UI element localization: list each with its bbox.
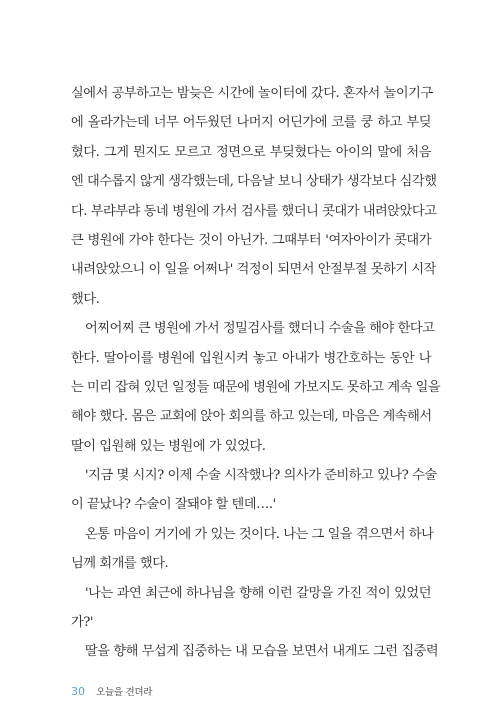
text-line: 는 미리 잡혀 있던 일정들 때문에 병원에 가보지도 못하고 계속 일을	[71, 379, 441, 395]
running-title: 오늘을 견뎌라	[96, 687, 153, 698]
text-line: 한다. 딸아이를 병원에 입원시켜 놓고 아내가 병간호하는 동안 나	[71, 350, 431, 366]
text-line: 님께 회개를 했다.	[71, 556, 169, 572]
text-line: 큰 병원에 가야 한다는 것이 아닌가. 그때부터 '여자아이가 콧대가	[71, 232, 431, 248]
text-line: 에 올라가는데 너무 어두웠던 나머지 어딘가에 코를 쿵 하고 부딪	[71, 115, 431, 131]
page-footer	[71, 680, 152, 699]
text-line: '나는 과연 최근에 하나님을 향해 이런 갈망을 가진 적이 있었던	[85, 585, 431, 601]
page-number: 30	[71, 685, 85, 698]
text-line: 어찌어찌 큰 병원에 가서 정밀검사를 했더니 수술을 해야 한다고	[85, 321, 435, 337]
text-line: 엔 대수롭지 않게 생각했는데, 다음날 보니 상태가 생각보다 심각했	[71, 174, 437, 190]
text-line: 가?'	[71, 615, 94, 631]
text-line: 이 끝났나? 수술이 잘돼야 할 텐데….'	[71, 497, 276, 513]
text-line: 온통 마음이 거기에 가 있는 것이다. 나는 그 일을 겪으면서 하나	[85, 526, 434, 542]
text-line: 실에서 공부하고는 밤늦은 시간에 놀이터에 갔다. 혼자서 놀이기구	[71, 86, 433, 101]
text-line: 해야 했다. 몸은 교회에 앉아 회의를 하고 있는데, 마음은 계속해서	[71, 409, 432, 425]
text-line: 내려앉았으니 이 일을 어쩌나' 걱정이 되면서 안절부절 못하기 시작	[71, 262, 436, 278]
text-line: 했다.	[71, 291, 100, 307]
text-line: 딸을 향해 무섭게 집중하는 내 모습을 보면서 내게도 그런 집중력	[85, 644, 439, 660]
text-line: '지금 몇 시지? 이제 수술 시작했나? 의사가 준비하고 있나? 수술	[85, 468, 437, 484]
text-line: 딸이 입원해 있는 병원에 가 있었다.	[71, 438, 266, 454]
text-line: 혔다. 그게 뭔지도 모르고 정면으로 부딪혔다는 아이의 말에 처음	[71, 144, 431, 160]
body-text	[71, 79, 441, 667]
text-line: 다. 부랴부랴 동네 병원에 가서 검사를 했더니 콧대가 내려앉았다고	[71, 203, 437, 219]
